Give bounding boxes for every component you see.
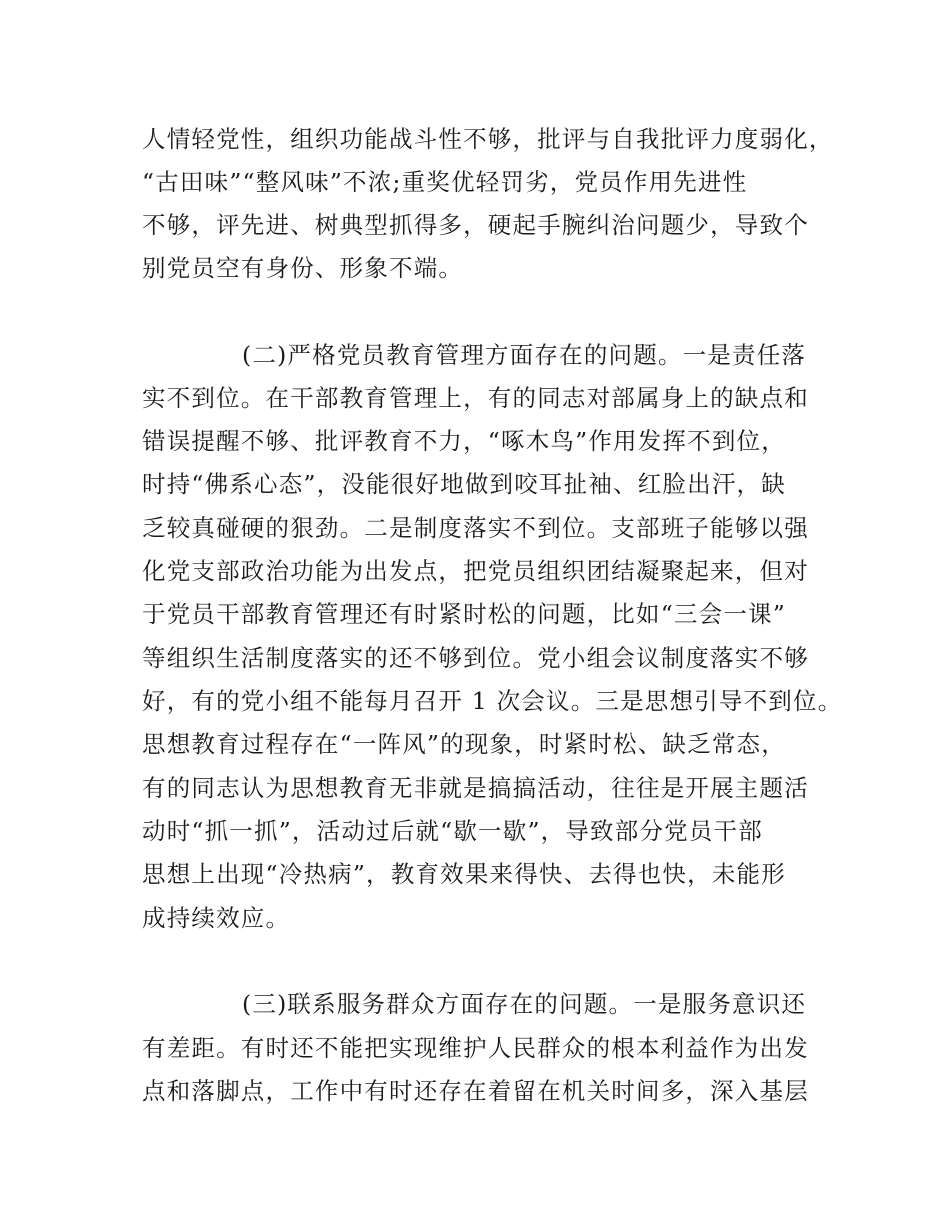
text-line: 点和落脚点，工作中有时还存在着留在机关时间多，深入基层 xyxy=(142,1077,809,1105)
text-line: “古田味”“整风味”不浓;重奖优轻罚劣，党员作用先进性 xyxy=(142,168,748,196)
paragraph-heading-line: (三)联系服务群众方面存在的问题。一是服务意识还 xyxy=(242,990,807,1018)
text-line: 实不到位。在干部教育管理上，有的同志对部属身上的缺点和 xyxy=(142,384,809,412)
text-line: 思想上出现“冷热病”，教育效果来得快、去得也快，未能形 xyxy=(142,860,786,888)
text-line: 不够，评先进、树典型抓得多，硬起手腕纠治问题少，导致个 xyxy=(142,211,809,239)
text-line: 成持续效应。 xyxy=(142,904,291,932)
text-line: 乏较真碰硬的狠劲。二是制度落实不到位。支部班子能够以强 xyxy=(142,514,809,542)
text-line: 人情轻党性，组织功能战斗性不够，批评与自我批评力度弱化， xyxy=(142,125,834,153)
text-line: 动时“抓一抓”，活动过后就“歇一歇”，导致部分党员干部 xyxy=(142,817,763,845)
text-line: 思想教育过程存在“一阵风”的现象，时紧时松、缺乏常态， xyxy=(142,730,786,758)
text-line: 化党支部政治功能为出发点，把党员组织团结凝聚起来，但对 xyxy=(142,557,809,585)
text-line: 有的同志认为思想教育无非就是搞搞活动，往往是开展主题活 xyxy=(142,774,809,802)
paragraph-heading-line: (二)严格党员教育管理方面存在的问题。一是责任落 xyxy=(242,341,807,369)
text-line: 于党员干部教育管理还有时紧时松的问题，比如“三会一课” xyxy=(142,600,786,628)
text-line: 好，有的党小组不能每月召开 1 次会议。三是思想引导不到位。 xyxy=(142,687,843,715)
text-line: 有差距。有时还不能把实现维护人民群众的根本利益作为出发 xyxy=(142,1034,809,1062)
text-line: 等组织生活制度落实的还不够到位。党小组会议制度落实不够 xyxy=(142,644,809,672)
text-line: 别党员空有身份、形象不端。 xyxy=(142,254,464,282)
text-line: 错误提醒不够、批评教育不力，“啄木鸟”作用发挥不到位， xyxy=(142,427,786,455)
text-line: 时持“佛系心态”，没能很好地做到咬耳扯袖、红脸出汗，缺 xyxy=(142,470,786,498)
